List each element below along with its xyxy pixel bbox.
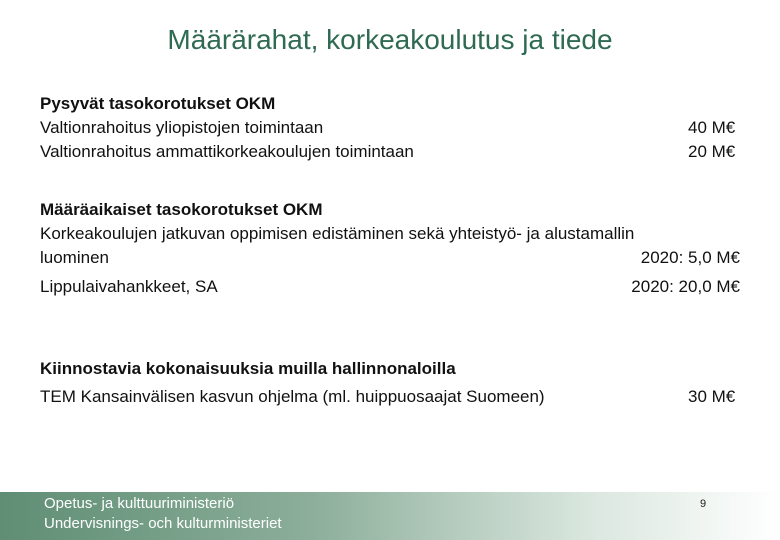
funding-amount: 2020: 5,0 M€ — [640, 248, 740, 267]
funding-label: TEM Kansainvälisen kasvun ohjelma (ml. huippuosaajat Suomeen) — [40, 387, 545, 406]
funding-row-uas — [40, 140, 740, 164]
temporary-row-flagships — [40, 275, 740, 299]
temporary-row-continuous-learning — [40, 246, 740, 270]
ministry-name-sv: Undervisnings- och kulturministeriet — [44, 515, 282, 532]
content-body — [40, 92, 740, 409]
funding-amount: 30 M€ — [688, 387, 736, 406]
section-heading-temporary: Määräaikaiset tasokorotukset OKM — [40, 200, 323, 219]
funding-label: Valtionrahoitus yliopistojen toimintaan — [40, 118, 324, 137]
page-number: 9 — [700, 498, 707, 510]
funding-label: Lippulaivahankkeet, SA — [40, 277, 218, 296]
funding-amount: 20 M€ — [688, 142, 736, 161]
funding-row-universities — [40, 116, 740, 140]
section-heading-other: Kiinnostavia kokonaisuuksia muilla hallinnonaloilla — [40, 359, 456, 378]
ministry-logo-text — [44, 494, 282, 534]
funding-label: luominen — [40, 248, 109, 267]
funding-row-tem — [40, 385, 740, 409]
funding-label: Valtionrahoitus ammattikorkeakoulujen toimintaan — [40, 142, 414, 161]
section-heading-permanent: Pysyvät tasokorotukset OKM — [40, 94, 276, 113]
funding-amount: 40 M€ — [688, 118, 736, 137]
ministry-footer-banner — [0, 492, 780, 540]
funding-amount: 2020: 20,0 M€ — [631, 277, 740, 296]
page-title: Määrärahat, korkeakoulutus ja tiede — [167, 24, 613, 55]
temporary-line-1: Korkeakoulujen jatkuvan oppimisen edistäminen sekä yhteistyö- ja alustamallin — [40, 224, 635, 243]
ministry-name-fi: Opetus- ja kulttuuriministeriö — [44, 495, 235, 512]
